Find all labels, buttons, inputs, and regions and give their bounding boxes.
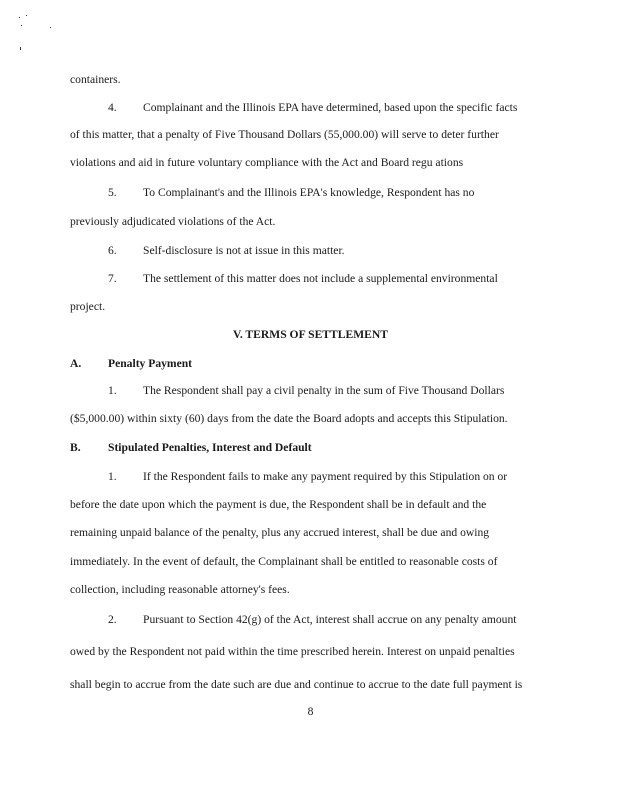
text-line: of this matter, that a penalty of Five Thousand Dollars (55,000.00) will serve to deter further: [70, 128, 499, 141]
text-line: previously adjudicated violations of the Act.: [70, 215, 276, 228]
paragraph-number: 2.: [108, 613, 117, 626]
section-heading: V. TERMS OF SETTLEMENT: [232, 328, 389, 341]
text-line: The Respondent shall pay a civil penalty in the sum of Five Thousand Dollars: [143, 384, 505, 397]
scan-speck: [50, 27, 51, 28]
text-line: Complainant and the Illinois EPA have determined, based upon the specific facts: [143, 101, 518, 114]
text-line: shall begin to accrue from the date such are due and continue to accrue to the date full payment is: [70, 678, 523, 691]
scan-speck: [19, 17, 20, 18]
subsection-label: B.: [70, 441, 81, 454]
text-line: collection, including reasonable attorney's fees.: [70, 583, 290, 596]
page-number: 8: [307, 705, 314, 718]
text-line: ($5,000.00) within sixty (60) days from the date the Board adopts and accepts this Stipulation.: [70, 412, 508, 425]
paragraph-number: 1.: [108, 384, 117, 397]
paragraph-number: 5.: [108, 186, 117, 199]
text-line: Self-disclosure is not at issue in this matter.: [143, 244, 345, 257]
text-line: The settlement of this matter does not include a supplemental environmental: [143, 272, 498, 285]
text-line: If the Respondent fails to make any payment required by this Stipulation on or: [143, 470, 508, 483]
text-line: project.: [70, 300, 106, 313]
paragraph-number: 7.: [108, 272, 117, 285]
text-line: owed by the Respondent not paid within the time prescribed herein. Interest on unpaid penalties: [70, 645, 515, 658]
text-line: To Complainant's and the Illinois EPA's knowledge, Respondent has no: [143, 186, 475, 199]
subsection-label: A.: [70, 357, 82, 370]
text-line: before the date upon which the payment is due, the Respondent shall be in default and the: [70, 498, 487, 511]
text-line: Pursuant to Section 42(g) of the Act, interest shall accrue on any penalty amount: [143, 613, 517, 626]
subsection-title: Penalty Payment: [108, 357, 193, 370]
scan-speck: [21, 25, 22, 26]
scan-speck: [26, 15, 27, 16]
scan-speck: [20, 47, 21, 50]
text-line: containers.: [70, 73, 121, 86]
paragraph-number: 4.: [108, 101, 117, 114]
paragraph-number: 6.: [108, 244, 117, 257]
text-line: violations and aid in future voluntary compliance with the Act and Board regu ations: [70, 156, 464, 169]
subsection-title: Stipulated Penalties, Interest and Default: [108, 441, 312, 454]
text-line: remaining unpaid balance of the penalty, plus any accrued interest, shall be due and owing: [70, 526, 490, 539]
paragraph-number: 1.: [108, 470, 117, 483]
text-line: immediately. In the event of default, the Complainant shall be entitled to reasonable costs of: [70, 555, 498, 568]
